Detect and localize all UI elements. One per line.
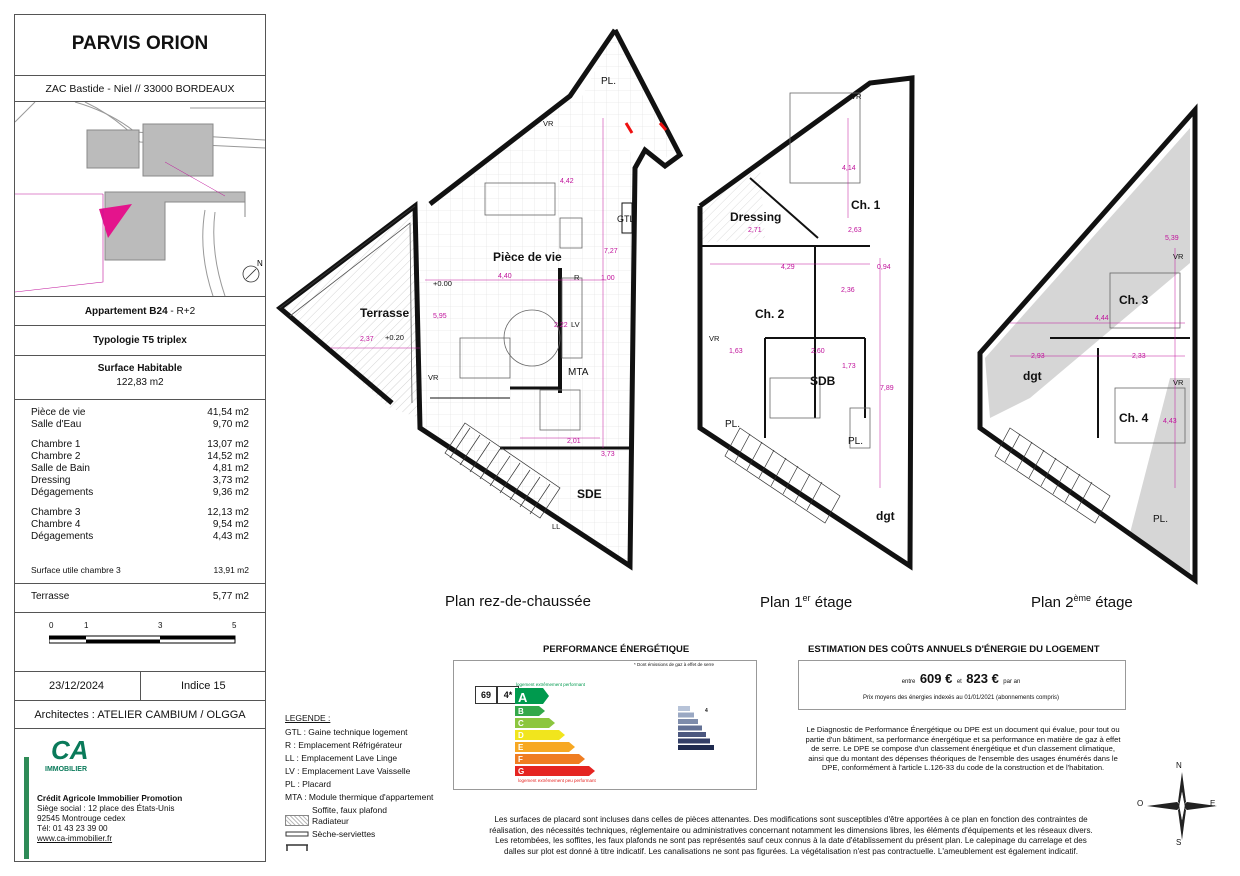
legend-item: LV : Emplacement Lave Vaisselle [285,766,411,776]
label-vr: VR [1173,378,1184,387]
compass-n: N [1176,761,1182,770]
room-row: Chambre 4 9,54 m2 [31,519,249,530]
caption-plan-rdc: Plan rez-de-chaussée [445,593,591,610]
cost-note: Prix moyens des énergies indexés au 01/01/2021 (abonnements compris) [862,695,1060,701]
scale-bar [49,635,239,645]
indice: Indice 15 [181,680,226,692]
scale-tick: 1 [84,621,89,630]
dimension-label: 4,43 [1163,418,1177,425]
energy-emissions: 4* [497,686,519,704]
label-ch2: Ch. 2 [755,307,785,321]
surface-value: 122,83 m2 [116,377,164,388]
label-lave-vaisselle: LV [571,320,580,329]
typology: Typologie T5 triplex [93,335,187,346]
company-website-link[interactable]: www.ca-immobilier.fr [37,834,113,843]
cost-title: ESTIMATION DES COÛTS ANNUELS D'ÉNERGIE DU LOGEMENT [808,644,1100,655]
dimension-label: 2,63 [848,227,862,234]
legend-item: MTA : Module thermique d'appartement [285,792,434,802]
label-ch3: Ch. 3 [1119,293,1149,307]
label-dgt: dgt [1023,369,1042,383]
apartment-label: Appartement B24 - R+2 [84,306,196,317]
energy-label-bars [515,684,610,784]
dimension-label: 2,71 [748,227,762,234]
dimension-label: 7,27 [604,248,618,255]
ghg-class-e [678,732,706,737]
ghg-class-a [678,706,690,711]
dimension-label: 4,14 [842,165,856,172]
scale-tick: 0 [49,621,54,630]
compass-s: S [1176,838,1182,847]
legend-title: LEGENDE : [285,713,331,723]
energy-class-letter: C [518,719,524,728]
brand-bar [24,757,29,859]
label-sdb: SDB [810,374,836,388]
dimension-label: 7,89 [880,385,894,392]
site-map [15,102,265,296]
room-row: Pièce de vie 41,54 m2 [31,407,249,418]
dimension-label: 1,73 [842,363,856,370]
terrasse-row: Terrasse 5,77 m2 [31,591,249,602]
legend-seche: Sèche-serviettes [312,829,376,839]
date: 23/12/2024 [49,680,105,692]
label-dgt: dgt [876,509,895,523]
level-marker: +0.20 [385,333,404,342]
ghg-class-f [678,739,710,744]
ghg-class-c [678,719,698,724]
room-row: Chambre 2 14,52 m2 [31,451,249,462]
dimension-label: 2,36 [841,287,855,294]
legend-item: PL : Placard [285,779,331,789]
label-dressing: Dressing [730,210,782,224]
label-lave-linge: LL [552,522,561,531]
room-row: Chambre 1 13,07 m2 [31,439,249,450]
compass-e: E [1210,799,1216,808]
label-refrigerateur: R [574,273,580,282]
scale-tick: 3 [158,621,163,630]
legend-radiateur: Radiateur [312,816,349,826]
surface-utile-row: Surface utile chambre 3 13,91 m2 [31,565,249,575]
plan-2eme [980,110,1195,580]
label-gtl: GTL [617,214,635,224]
energy-class-f [515,754,585,764]
dimension-label: 2,93 [1031,353,1045,360]
energy-class-letter: G [518,767,525,776]
dimension-label: 4,44 [1095,315,1109,322]
dimension-label: 2,60 [811,348,825,355]
project-name: PARVIS ORION [71,33,209,54]
energy-class-letter: E [518,743,524,752]
label-mta: MTA [568,367,589,378]
floor-plans [270,18,1240,590]
company-name: Crédit Agricole Immobilier Promotion [37,794,183,803]
label-placard: PL. [848,436,864,447]
compass-o: O [1137,799,1144,808]
label-placard: PL. [725,419,741,430]
energy-low-label: logement extrêmement performant [516,682,586,687]
energy-class-letter: A [518,690,528,705]
dimension-label: 1,00 [601,275,615,282]
label-ch1: Ch. 1 [851,198,881,212]
ghg-label-bars [672,700,717,755]
label-vr: VR [1173,252,1184,261]
energy-note: * Dont émissions de gaz à effet de serre [634,662,714,667]
level-marker: +0.00 [433,279,452,288]
energy-title: PERFORMANCE ÉNERGÉTIQUE [543,644,690,655]
plan-1er [700,78,912,566]
dimension-label: 5,39 [1165,235,1179,242]
disclaimer: Les surfaces de placard sont incluses dans celles de pièces attenantes. Des modifications sont susceptibles d'être apportées à ce plan en fonction des contraintes de réalisation, des nécessités techniques, réglementaire ou administratives concernant notamment les dimensions libres, les éléments d'équipements et les réseaux divers. Les retombées, les soffites, les faux plafonds ne sont pas représentés sauf ceux connus à la date d'établissement du présent plan. Le calepinage du carrelage et des dalles sur plot est donné à titre indicatif. Les canalisations ne sont pas figurées. La végétalisation n'est pas contractuelle. L'ameublement est également indicatif. [489,815,1093,857]
project-address: ZAC Bastide - Niel // 33000 BORDEAUX [45,83,235,95]
radiator-swatch [285,815,309,826]
dimension-label: 3,73 [601,451,615,458]
legend-item: LL : Emplacement Lave Linge [285,753,398,763]
dimension-label: 2,37 [360,336,374,343]
dimension-label: 0,94 [877,264,891,271]
surface-title: Surface Habitable [97,363,183,374]
map-north-label: N [257,259,263,268]
dimension-label: 5,95 [433,313,447,320]
dimension-label: 2,22 [554,322,568,329]
dimension-label: 4,42 [560,178,574,185]
label-sde: SDE [577,487,602,501]
label-ch4: Ch. 4 [1119,411,1149,425]
legend-soffite: Soffite, faux plafond [312,805,387,815]
ghg-class-g [678,745,714,750]
towel-dryer-icon [285,830,309,838]
dimension-label: 4,29 [781,264,795,271]
architects: Architectes : ATELIER CAMBIUM / OLGGA [34,709,246,721]
energy-class-letter: B [518,707,524,716]
energy-class-letter: F [518,755,523,764]
room-row: Dégagements 4,43 m2 [31,531,249,542]
ghg-class-b [678,713,694,718]
dimension-label: 2,01 [567,438,581,445]
label-vr: VR [543,119,554,128]
company-line2: 92545 Montrouge cedex [37,814,126,823]
legend-item: R : Emplacement Réfrigérateur [285,740,403,750]
energy-class-g [515,766,595,776]
room-row: Chambre 3 12,13 m2 [31,507,249,518]
scale-tick: 5 [232,621,237,630]
label-vr: VR [851,92,862,101]
company-phone: Tél: 01 43 23 39 00 [37,824,108,833]
dimension-label: 1,63 [729,348,743,355]
room-row: Dégagements 9,36 m2 [31,487,249,498]
caption-plan-1er: Plan 1er étage [760,593,853,611]
company-line1: Siège social : 12 place des États-Unis [37,804,175,813]
label-piece-de-vie: Pièce de vie [493,250,562,264]
label-terrasse: Terrasse [360,306,410,320]
label-vr: VR [428,373,439,382]
dpe-text: Le Diagnostic de Performance Énergétique ou DPE est un document qui évalue, pour tout ou partie d'un bâtiment, sa performance énergétique et sa performance en matière de gaz à effet de serre. Le DPE se compose d'un classement énergétique et d'un classement climatique, ainsi que du montant des dépenses théoriques de l'ensemble des usages énumérés dans le DPE, conformément à l'article L.126-33 du code de la construction et de l'habitation. [805,725,1121,773]
ghg-value: 4 [705,708,708,714]
label-placard: PL. [1153,514,1169,525]
cost-range: entre 609 € et 823 € par an [901,671,1021,686]
energy-class-letter: D [518,731,524,740]
label-vr: VR [709,334,720,343]
room-row: Dressing 3,73 m2 [31,475,249,486]
energy-conso: 69 [475,686,497,704]
dimension-label: 2,33 [1132,353,1146,360]
caption-plan-2eme: Plan 2ème étage [1031,593,1133,611]
energy-class-e [515,742,575,752]
radiator-icon [285,843,309,853]
ghg-class-d [678,726,702,731]
room-row: Salle de Bain 4,81 m2 [31,463,249,474]
legend-item: GTL : Gaine technique logement [285,727,408,737]
info-panel [14,14,266,862]
energy-high-label: logement extrêmement peu performant [518,778,596,783]
ca-logo: CA [51,735,89,765]
label-placard: PL. [601,76,617,87]
compass-rose-icon [1135,760,1230,850]
room-row: Salle d'Eau 9,70 m2 [31,419,249,430]
ca-logo-sub: IMMOBILIER [45,766,87,773]
dimension-label: 4,40 [498,273,512,280]
plan-rdc [280,30,680,566]
